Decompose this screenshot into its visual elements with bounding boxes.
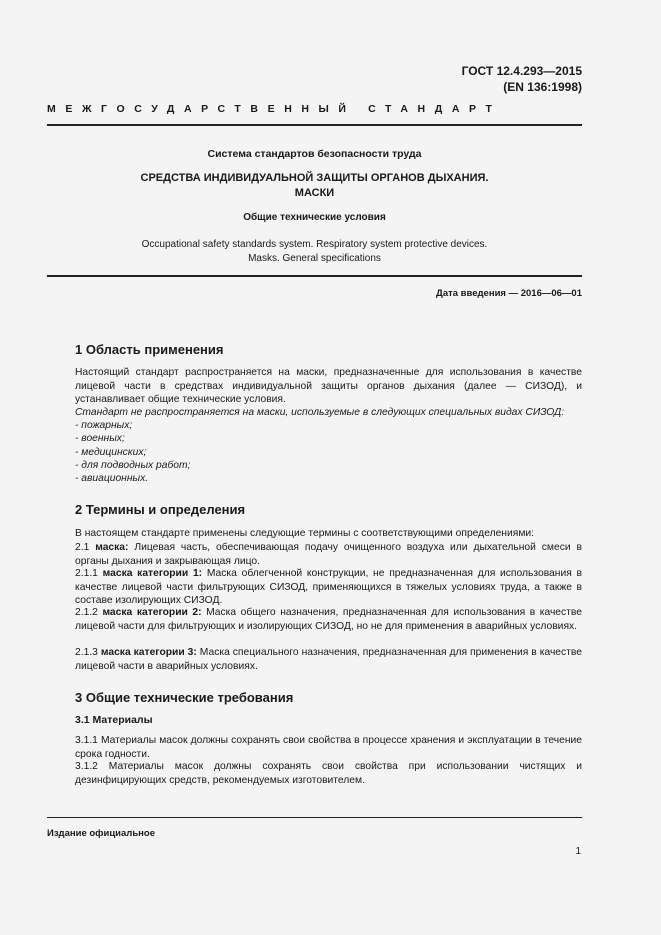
introduction-date: Дата введения — 2016—06—01	[436, 288, 582, 299]
standards-system-title: Система стандартов безопасности труда	[207, 148, 422, 160]
english-title-line2: Masks. General specifications	[248, 253, 381, 264]
document-code	[462, 63, 582, 95]
term-number: 2.1.3	[75, 647, 98, 658]
scope-text: Настоящий стандарт распространяется на маски, предназначенные для использования в качестве лицевой части в средствах индивидуальной защиты органов дыхания (далее — СИЗОД), и устанавливает общие технические условия.	[75, 367, 582, 405]
top-rule	[47, 124, 582, 126]
section-2-heading: 2 Термины и определения	[75, 502, 246, 517]
term-definition: Маска специального назначения, предназначенная для применения в качестве лицевой части в аварийных условиях.	[75, 647, 582, 672]
doc-equivalent: (EN 136:1998)	[503, 80, 582, 94]
list-item: - пожарных;	[75, 420, 133, 431]
doc-number: ГОСТ 12.4.293—2015	[461, 64, 582, 78]
subsection-3-1-heading: 3.1 Материалы	[75, 714, 153, 726]
list-item: - военных;	[75, 433, 125, 445]
section-1-heading: 1 Область применения	[75, 342, 224, 357]
list-item: - авиационных.	[75, 473, 149, 485]
footer-rule	[47, 817, 582, 818]
term-name: маска категории 1:	[102, 568, 203, 579]
term-definition: Лицевая часть, обеспечивающая подачу очищенного воздуха или дыхательной смеси в органы дыхания и закрывающая лицо.	[75, 542, 582, 567]
term-name: маска категории 2:	[102, 607, 202, 618]
title-bottom-rule	[47, 275, 582, 277]
term-name: маска категории 3:	[100, 647, 197, 658]
main-title-line1: СРЕДСТВА ИНДИВИДУАЛЬНОЙ ЗАЩИТЫ ОРГАНОВ ДЫХАНИЯ.	[140, 172, 489, 184]
list-item: - медицинских;	[75, 446, 147, 458]
term-number: 2.1.1	[75, 568, 98, 579]
term-2-1-2	[75, 606, 582, 633]
official-edition-label: Издание официальное	[47, 828, 155, 839]
list-item: - для подводных работ;	[75, 459, 191, 471]
page-number: 1	[575, 846, 581, 857]
term-2-1	[75, 541, 582, 568]
section-1-para-2: Стандарт не распространяется на маски, используемые в следующих специальных видах СИЗОД:	[75, 407, 565, 418]
english-title	[47, 238, 582, 266]
main-title	[47, 171, 582, 201]
excluded-list	[75, 419, 190, 485]
term-2-1-1	[75, 567, 582, 608]
term-name: маска:	[95, 542, 129, 553]
term-definition: Маска облегченной конструкции, не предназначенная для использования в качестве лицевой части фильтрующих СИЗОД, применяющихся в тяжелых условиях труда, а также в составе изолирующих СИЗОД.	[75, 568, 582, 606]
term-2-1-3	[75, 646, 582, 673]
para-3-1-1: 3.1.1 Материалы масок должны сохранять свои свойства в процессе хранения и эксплуатации в течение срока годности.	[75, 735, 582, 760]
english-title-line1: Occupational safety standards system. Respiratory system protective devices.	[141, 239, 488, 250]
term-definition: Маска общего назначения, предназначенная для использования в качестве лицевой части для фильтрующих и изолирующих СИЗОД, но не для применения в аварийных условиях.	[75, 607, 582, 632]
subtitle: Общие технические условия	[243, 212, 386, 223]
main-title-line2: МАСКИ	[294, 187, 335, 199]
term-number: 2.1.2	[75, 607, 98, 618]
term-number: 2.1	[75, 542, 90, 553]
standard-banner: МЕЖГОСУДАРСТВЕННЫЙ СТАНДАРТ	[47, 103, 502, 115]
section-1-para-1	[75, 366, 582, 407]
para-3-1-2: 3.1.2 Материалы масок должны сохранять свои свойства при использовании чистящих и дезинфицирующих средств, рекомендуемых изготовителем.	[75, 761, 582, 786]
section-3-heading: 3 Общие технические требования	[75, 690, 294, 705]
section-2-intro: В настоящем стандарте применены следующие термины с соответствующими определениями:	[75, 528, 535, 539]
